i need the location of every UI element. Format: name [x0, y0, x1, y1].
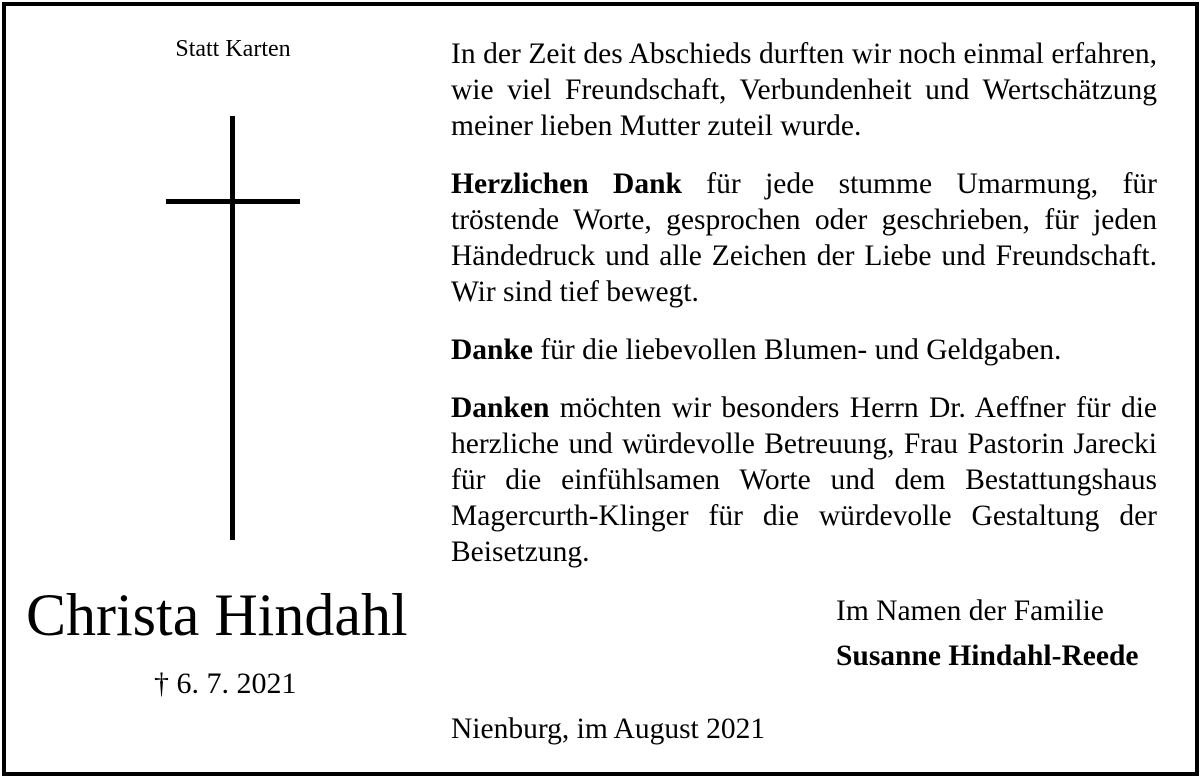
paragraph-danken-text: möchten wir besonders Herrn Dr. Aeffner für die herzliche und würdevolle Betreuung, Frau Pastorin Jarecki für die einfühlsamen Worte und dem Bestattungshaus Magercurth-Klinger für die würdevolle Gestaltung der Beisetzung.	[451, 392, 1157, 568]
deceased-name: Christa Hindahl	[26, 582, 408, 648]
paragraph-dank	[451, 166, 1157, 310]
paragraph-abschied: In der Zeit des Abschieds durften wir noch einmal erfahren, wie viel Freundschaft, Verbundenheit und Wertschätzung meiner lieben Mutter zuteil wurde.	[451, 38, 1157, 142]
death-date: † 6. 7. 2021	[154, 667, 297, 700]
thanks-text	[451, 36, 1157, 570]
notice-header: Statt Karten	[175, 36, 291, 62]
paragraph-dank-bold: Herzlichen Dank	[451, 168, 682, 200]
place-date: Nienburg, im August 2021	[451, 713, 766, 745]
paragraph-danken-bold: Danken	[451, 392, 550, 424]
paragraph-danken	[451, 390, 1157, 570]
cross-vertical-bar	[230, 116, 235, 540]
signature-intro: Im Namen der Familie	[836, 595, 1104, 627]
signature-name: Susanne Hindahl-Reede	[836, 640, 1139, 672]
paragraph-danke-bold: Danke	[451, 334, 533, 366]
cross-horizontal-bar	[166, 199, 300, 204]
paragraph-danke-text: für die liebevollen Blumen- und Geldgaben.	[532, 334, 1062, 366]
paragraph-danke	[451, 332, 1157, 368]
paragraph-dank-text: für jede stumme Umarmung, für tröstende Worte, gesprochen oder geschrieben, für jeden Händedruck und alle Zeichen der Liebe und Freundschaft. Wir sind tief bewegt.	[451, 168, 1157, 308]
